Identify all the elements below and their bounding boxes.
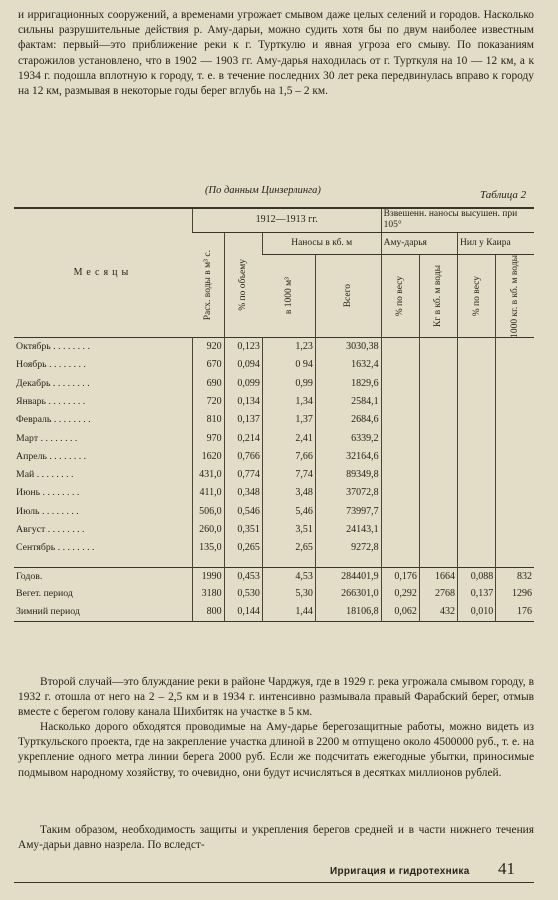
empty-cell <box>458 466 496 484</box>
table-row <box>14 338 534 356</box>
value-cell: 0,265 <box>224 539 262 557</box>
value-cell: 1664 <box>419 567 457 585</box>
empty-cell <box>496 448 534 466</box>
table-row <box>14 411 534 429</box>
empty-cell <box>419 503 457 521</box>
empty-cell <box>496 429 534 447</box>
header-amu: Аму-дарья <box>381 232 457 254</box>
empty-cell <box>458 539 496 557</box>
month-cell <box>14 429 192 447</box>
totals-row <box>14 567 534 585</box>
value-cell: 73997,7 <box>315 503 381 521</box>
header-obem: % по объему <box>224 232 262 338</box>
value-cell: 0,530 <box>224 585 262 603</box>
value-cell: 1829,6 <box>315 374 381 392</box>
header-1000: в 1000 м³ <box>283 277 294 315</box>
value-cell: 5,46 <box>262 503 315 521</box>
table-row <box>14 393 534 411</box>
table-row <box>14 374 534 392</box>
value-cell: 1990 <box>192 567 224 585</box>
empty-cell <box>419 539 457 557</box>
table-source-note: (По данным Цинзерлинга) <box>205 185 321 196</box>
empty-cell <box>458 338 496 356</box>
value-cell: 176 <box>496 603 534 621</box>
month-name: Январь <box>16 395 46 407</box>
empty-cell <box>496 539 534 557</box>
value-cell: 0,094 <box>224 356 262 374</box>
header-suspended: Взвешенн. наносы высушен. при 105° <box>381 208 534 232</box>
value-cell: 0,144 <box>224 603 262 621</box>
leader-dots: . . . . . . . . <box>55 542 95 554</box>
value-cell: 1,23 <box>262 338 315 356</box>
table-row <box>14 484 534 502</box>
empty-cell <box>458 484 496 502</box>
header-vsego: Всего <box>315 254 381 338</box>
paragraph-conclusion: Таким образом, необходимость защиты и укрепления берегов средней и в части нижнего течения Аму-дарьи давно назрела. По вследст- <box>18 824 534 852</box>
value-cell: 5,30 <box>262 585 315 603</box>
value-cell: 0,292 <box>381 585 419 603</box>
value-cell: 260,0 <box>192 521 224 539</box>
empty-cell <box>381 374 419 392</box>
running-footer: Ирригация и гидротехника <box>330 866 470 877</box>
month-name: Декабрь <box>16 377 51 389</box>
value-cell: 506,0 <box>192 503 224 521</box>
leader-dots: . . . . . . . . <box>46 450 87 462</box>
table-label: Таблица 2 <box>480 189 527 201</box>
value-cell: 832 <box>496 567 534 585</box>
value-cell: 1,44 <box>262 603 315 621</box>
sediment-table <box>14 207 534 622</box>
totals-row <box>14 603 534 621</box>
empty-cell <box>496 411 534 429</box>
month-name: Май <box>16 469 35 481</box>
value-cell: 0,348 <box>224 484 262 502</box>
header-ves1: % по весу <box>381 254 419 338</box>
empty-cell <box>419 393 457 411</box>
value-cell: 18106,8 <box>315 603 381 621</box>
value-cell: 800 <box>192 603 224 621</box>
value-cell: 2768 <box>419 585 457 603</box>
value-cell: 3180 <box>192 585 224 603</box>
value-cell: 24143,1 <box>315 521 381 539</box>
empty-cell <box>419 429 457 447</box>
period-name: Зимний период <box>16 606 80 618</box>
value-cell: 0,546 <box>224 503 262 521</box>
value-cell: 0,099 <box>224 374 262 392</box>
empty-cell <box>419 338 457 356</box>
value-cell: 0,062 <box>381 603 419 621</box>
header-1000kg: 1000 кг. в кб. м воды <box>496 254 534 338</box>
month-name: Сентябрь <box>16 542 56 554</box>
value-cell: 0,176 <box>381 567 419 585</box>
empty-cell <box>496 503 534 521</box>
period-name: Вегет. период <box>16 588 73 600</box>
leader-dots: . . . . . . . . <box>45 524 85 535</box>
month-name: Февраль <box>16 414 52 426</box>
value-cell: 4,53 <box>262 567 315 585</box>
empty-cell <box>419 466 457 484</box>
month-name: Апрель <box>16 450 47 462</box>
month-cell <box>14 393 192 411</box>
value-cell: 810 <box>192 411 224 429</box>
header-kg: Кг в кб. м воды <box>419 254 457 338</box>
empty-cell <box>419 411 457 429</box>
leader-dots: . . . . . . . . <box>50 377 90 389</box>
empty-cell <box>419 484 457 502</box>
value-cell: 1,34 <box>262 393 315 411</box>
empty-cell <box>381 356 419 374</box>
leader-dots: . . . . . . . . <box>50 341 90 353</box>
value-cell: 0,010 <box>458 603 496 621</box>
value-cell: 411,0 <box>192 484 224 502</box>
value-cell: 431,0 <box>192 466 224 484</box>
value-cell: 37072,8 <box>315 484 381 502</box>
empty-cell <box>458 374 496 392</box>
totals-row <box>14 585 534 603</box>
value-cell: 0,766 <box>224 448 262 466</box>
value-cell: 7,74 <box>262 466 315 484</box>
table-row <box>14 521 534 539</box>
footer-rule <box>14 882 534 883</box>
value-cell: 920 <box>192 338 224 356</box>
value-cell: 970 <box>192 429 224 447</box>
header-nil: Нил у Каира <box>458 232 534 254</box>
leader-dots: . . . . . . . . <box>51 414 91 426</box>
empty-cell <box>381 448 419 466</box>
value-cell: 2,65 <box>262 539 315 557</box>
paragraph-cost: Насколько дорого обходятся проводимые на Аму-дарье берегозащитные работы, можно видеть из Турткульского проекта, где на закрепление участка длиной в 2200 м отпущено около 4500000 руб., т. е. на укрепление одного метра линии берега 2000 руб. Если же подсчитать ежегодные убытки, приносимые подмывом народному хозяйству, то очевидно, они будут исчисляться в десятках миллионов рублей. <box>18 721 534 779</box>
empty-cell <box>458 393 496 411</box>
value-cell: 0,99 <box>262 374 315 392</box>
empty-cell <box>381 429 419 447</box>
empty-cell <box>496 338 534 356</box>
empty-cell <box>381 411 419 429</box>
leader-dots: . . . . . . . . <box>38 432 78 444</box>
empty-cell <box>381 338 419 356</box>
table-row <box>14 448 534 466</box>
table-row <box>14 503 534 521</box>
value-cell: 0,453 <box>224 567 262 585</box>
month-cell <box>14 503 192 521</box>
table-row <box>14 356 534 374</box>
value-cell: 7,66 <box>262 448 315 466</box>
value-cell: 0,088 <box>458 567 496 585</box>
value-cell: 284401,9 <box>315 567 381 585</box>
value-cell: 0 94 <box>262 356 315 374</box>
empty-cell <box>496 466 534 484</box>
empty-cell <box>419 356 457 374</box>
value-cell: 6339,2 <box>315 429 381 447</box>
value-cell: 0,123 <box>224 338 262 356</box>
paragraph-intro: и ирригационных сооружений, а временами угрожает смывом даже целых селений и городов. Насколько сильны разрушительные действия р. Аму-дарьи, можно судить хотя бы по двум наиболее известным фактам: первый—это приближение реки к г. Турткулю и явная угроза его смыву. По показаниям старожилов установлено, что в 1902 — 1903 гг. Аму-дарья находилась от г. Турткуля на 10 — 12 км, а к 1934 г. подошла вплотную к городу, т. е. в течение последних 30 лет река передвинулась вправо к городу на 12 км, размывая в некоторые годы берег вглубь на 1,5 – 2 км. <box>18 9 534 98</box>
month-cell <box>14 521 192 539</box>
empty-cell <box>381 521 419 539</box>
table-row <box>14 466 534 484</box>
empty-cell <box>496 393 534 411</box>
leader-dots: . . . . . . . . <box>46 395 86 407</box>
empty-cell <box>458 521 496 539</box>
value-cell: 0,137 <box>458 585 496 603</box>
value-cell: 0,774 <box>224 466 262 484</box>
value-cell: 1632,4 <box>315 356 381 374</box>
value-cell: 135,0 <box>192 539 224 557</box>
header-nanosy: Наносы в кб. м <box>262 232 381 254</box>
month-name: Октябрь <box>16 341 51 353</box>
value-cell: 1,37 <box>262 411 315 429</box>
value-cell: 2684,6 <box>315 411 381 429</box>
empty-cell <box>419 448 457 466</box>
value-cell: 2584,1 <box>315 393 381 411</box>
value-cell: 1620 <box>192 448 224 466</box>
empty-cell <box>419 374 457 392</box>
value-cell: 89349,8 <box>315 466 381 484</box>
month-cell <box>14 448 192 466</box>
value-cell: 1296 <box>496 585 534 603</box>
value-cell: 3030,38 <box>315 338 381 356</box>
month-cell <box>14 338 192 356</box>
leader-dots: . . . . . . . . <box>46 359 86 371</box>
month-name: Июль <box>16 505 40 517</box>
leader-dots: . . . . . . . . <box>40 487 80 499</box>
value-cell: 266301,0 <box>315 585 381 603</box>
value-cell: 690 <box>192 374 224 392</box>
header-rashod: Расх. воды в м³ с. <box>202 249 213 321</box>
empty-cell <box>381 466 419 484</box>
value-cell: 0,214 <box>224 429 262 447</box>
leader-dots: . . . . . . . . <box>39 505 79 517</box>
value-cell: 9272,8 <box>315 539 381 557</box>
header-years: 1912—1913 гг. <box>192 208 381 232</box>
empty-cell <box>458 503 496 521</box>
month-name: Июнь <box>16 487 41 499</box>
empty-cell <box>419 521 457 539</box>
empty-cell <box>381 503 419 521</box>
header-ves2: % по весу <box>458 254 496 338</box>
paragraph-chardzhou: Второй случай—это блуждание реки в районе Чарджуя, где в 1929 г. река угрожала смывом городу, в 1932 г. отошла от него на 2 – 2,5 км и в 1934 г. интенсивно размывала правый Фарабский берег, отмыв вместе с берегом голову канала Шихбитяк на участке в 5 км. <box>18 676 534 719</box>
empty-cell <box>381 539 419 557</box>
empty-cell <box>496 484 534 502</box>
empty-cell <box>458 429 496 447</box>
month-name: Март <box>16 432 39 444</box>
page-number: 41 <box>498 859 515 878</box>
header-months: Месяцы <box>73 267 133 279</box>
value-cell: 432 <box>419 603 457 621</box>
value-cell: 3,51 <box>262 521 315 539</box>
empty-cell <box>496 356 534 374</box>
empty-cell <box>496 374 534 392</box>
empty-cell <box>458 356 496 374</box>
month-name: Ноябрь <box>16 359 47 371</box>
empty-cell <box>381 393 419 411</box>
value-cell: 670 <box>192 356 224 374</box>
period-name: Годов. <box>16 570 43 582</box>
empty-cell <box>458 411 496 429</box>
table-row <box>14 429 534 447</box>
table-row <box>14 539 534 557</box>
value-cell: 2,41 <box>262 429 315 447</box>
month-cell <box>14 411 192 429</box>
value-cell: 0,137 <box>224 411 262 429</box>
leader-dots: . . . . . . . . <box>34 469 74 481</box>
value-cell: 720 <box>192 393 224 411</box>
empty-cell <box>458 448 496 466</box>
month-cell <box>14 374 192 392</box>
value-cell: 0,351 <box>224 521 262 539</box>
month-cell <box>14 466 192 484</box>
month-cell <box>14 356 192 374</box>
value-cell: 32164,6 <box>315 448 381 466</box>
empty-cell <box>496 521 534 539</box>
month-cell <box>14 484 192 502</box>
value-cell: 3,48 <box>262 484 315 502</box>
month-name: Август <box>16 524 46 535</box>
month-cell <box>14 539 192 557</box>
value-cell: 0,134 <box>224 393 262 411</box>
empty-cell <box>381 484 419 502</box>
